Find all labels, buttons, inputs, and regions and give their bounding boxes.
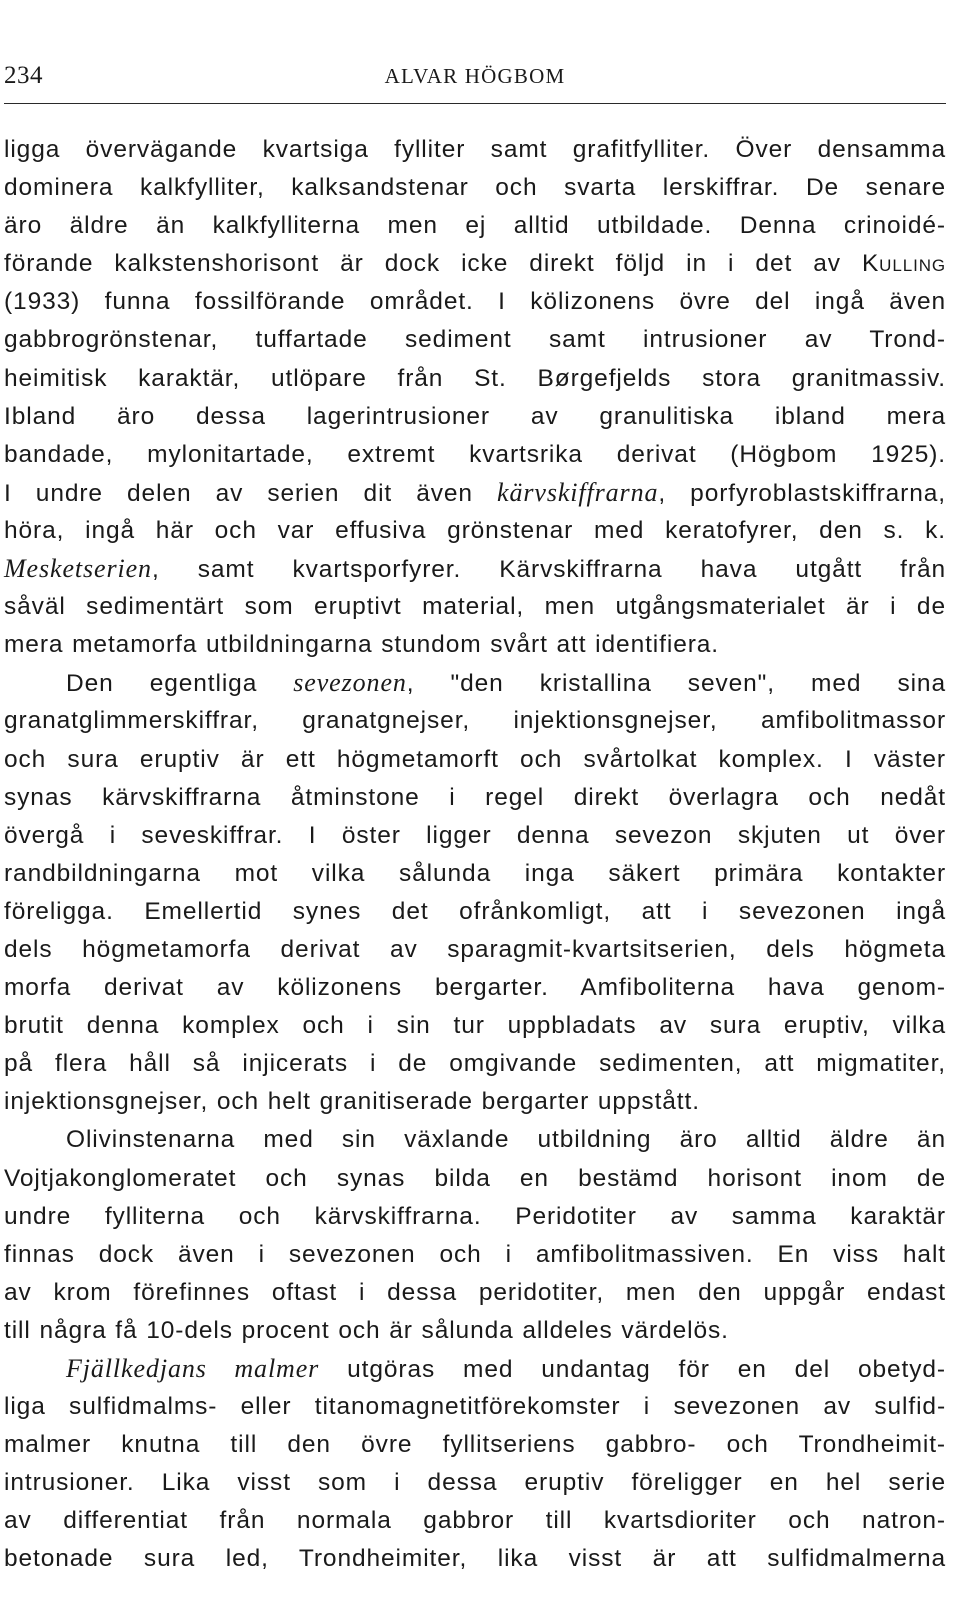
text-run: av differentiat från normala gabbror till kvartsdioriter och natron- [4,1507,946,1535]
text-run: granatglimmerskiffrar, granatgnejser, injektionsgnejser, amfibolitmassor [4,707,946,735]
text-run: utgöras med undantag för en del obetyd- [319,1356,946,1383]
text-run: ligga övervägande kvartsiga fylliter samt grafitfylliter. Över densamma [4,136,946,163]
text-line [4,1350,946,1388]
text-run: Vojtjakonglomeratet och synas bilda en bestämd horisont inom de [4,1164,946,1192]
text-run: gabbrogrönstenar, tuffartade sediment samt intrusioner av Trond- [4,326,946,354]
text-line [4,1160,946,1198]
italic-term: kärvskiffrarna [497,477,659,507]
italic-term: Mesketserien [4,554,152,584]
text-line [4,207,946,245]
text-line [4,969,946,1007]
text-run: intrusioner. Lika visst som i dessa eruptiv föreligger en hel serie [4,1469,946,1497]
text-run: malmer knutna till den övre fyllitseriens gabbro- och Trondheimit- [4,1431,946,1459]
text-line [4,855,946,893]
text-run: Olivinstenarna med sin växlande utbildning äro alltid äldre än [66,1126,946,1154]
page-number: 234 [4,62,43,89]
text-run: brutit denna komplex och i sin tur uppbladats av sura eruptiv, vilka [4,1012,946,1040]
text-run: dominera kalkfylliter, kalksandstenar och svarta lerskiffrar. De senare [4,174,946,202]
text-run: Ibland äro dessa lagerintrusioner av granulitiska ibland mera [4,402,946,430]
text-line [4,245,946,283]
text-line [4,1464,946,1502]
text-run: heimitisk karaktär, utlöpare från St. Børgefjelds stora granitmassiv. [4,364,946,392]
text-run: , samt kvartsporfyrer. Kärvskiffrarna hava utgått från [151,556,946,584]
text-run: såväl sedimentärt som eruptivt material, men utgångsmaterialet är i de [4,593,946,621]
italic-term: Fjällkedjans malmer [66,1354,320,1383]
text-line [4,131,946,169]
text-run: betonade sura led, Trondheimiter, lika visst är att sulfidmalmerna [4,1545,946,1573]
text-line [4,360,946,398]
text-line [4,626,946,664]
text-run: undre fylliterna och kärvskiffrarna. Peridotiter av samma karaktär [4,1202,946,1230]
text-line [4,474,946,512]
text-run: förande kalkstenshorisont är dock icke direkt följd in i det av [4,250,862,278]
text-run: , "den kristallina seven", med sina [406,670,946,698]
text-line [4,512,946,550]
text-line [4,1083,946,1121]
text-run: mera metamorfa utbildningarna stundom svårt att identifiera. [4,631,720,659]
text-run: på flera håll så injicerats i de omgivande sedimenten, att migmatiter, [4,1050,946,1078]
italic-term: sevezonen [293,668,407,698]
text-line [4,931,946,969]
text-line [4,550,946,588]
text-run: och sura eruptiv är ett högmetamorft och svårtolkat komplex. I väster [4,745,946,773]
text-line [4,1312,946,1350]
text-run: föreligga. Emellertid synes det ofrånkomligt, att i sevezonen ingå [4,897,946,925]
text-line [4,1426,946,1464]
text-run: dels högmetamorfa derivat av sparagmit-kvartsitserien, dels högmeta [4,935,946,963]
text-run: övergå i seveskiffrar. I öster ligger denna sevezon skjuten ut över [4,821,946,849]
text-run: finnas dock även i sevezonen och i amfibolitmassiven. En viss halt [4,1240,946,1268]
text-line [4,1502,946,1540]
text-run: liga sulfidmalms- eller titanomagnetitförekomster i sevezonen av sulfid- [4,1393,946,1421]
text-run: äro äldre än kalkfylliterna men ej alltid utbildade. Denna crinoidé- [4,212,946,240]
text-line [4,321,946,359]
text-run: randbildningarna mot vilka sålunda inga säkert primära kontakter [4,859,946,887]
text-line [4,893,946,931]
text-line [4,1274,946,1312]
page-header [4,62,946,102]
text-line [4,817,946,855]
text-run: bandade, mylonitartade, extremt kvartsrika derivat (Högbom 1925). [4,440,946,468]
text-line [4,1121,946,1159]
text-run: av krom förefinnes oftast i dessa peridotiter, men den uppgår endast [4,1278,946,1306]
text-line [4,1388,946,1426]
body-text [4,131,946,1579]
text-line [4,1236,946,1274]
text-run: Den egentliga [66,670,294,698]
text-line [4,1540,946,1578]
text-run: morfa derivat av kölizonens bergarter. Amfiboliterna hava genom- [4,974,946,1002]
text-run: I undre delen av serien dit även [4,479,498,507]
text-line [4,1007,946,1045]
text-run: , porfyroblastskiffrarna, [658,479,946,507]
text-line [4,436,946,474]
text-line [4,588,946,626]
text-line [4,702,946,740]
text-run: injektionsgnejser, och helt granitiserade bergarter uppstått. [4,1088,700,1116]
text-run: höra, ingå här och var effusiva grönstenar med keratofyrer, den s. k. [4,516,946,544]
text-line [4,741,946,779]
author-name: Kulling [861,250,946,278]
header-rule [4,103,946,104]
text-line [4,398,946,436]
text-line [4,1198,946,1236]
text-line [4,779,946,817]
text-line [4,664,946,702]
running-head: ALVAR HÖGBOM [384,64,566,88]
text-line [4,169,946,207]
text-run: (1933) funna fossilförande området. I kölizonens övre del ingå även [4,288,946,316]
text-line [4,283,946,321]
text-line [4,1045,946,1083]
text-run: till några få 10-dels procent och är sålunda alldeles värdelös. [4,1316,729,1344]
text-run: synas kärvskiffrarna åtminstone i regel direkt överlagra och nedåt [4,783,946,811]
